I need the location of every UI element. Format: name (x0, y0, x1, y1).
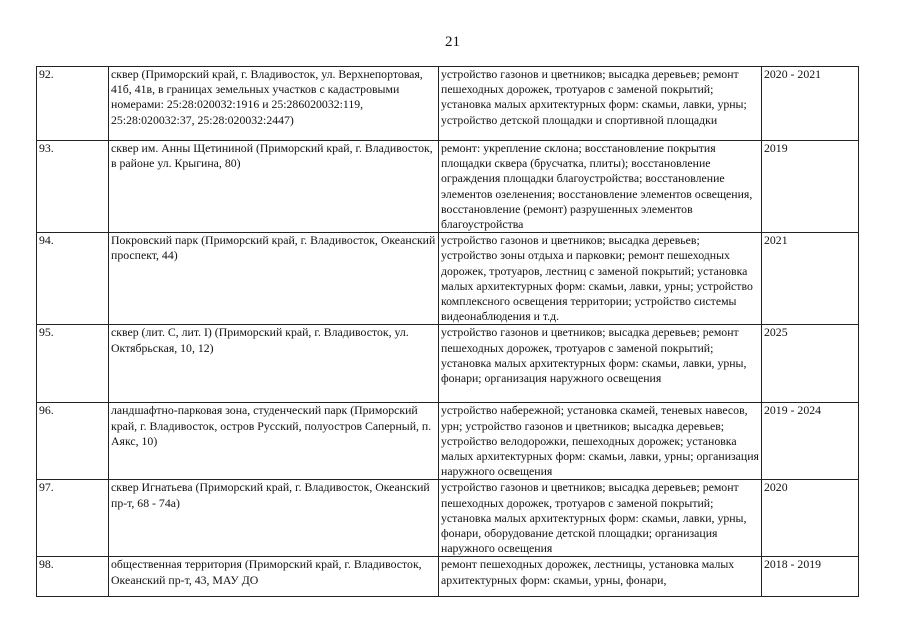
row-number: 93. (37, 141, 109, 233)
years: 2020 - 2021 (762, 67, 859, 141)
years: 2020 (762, 480, 859, 557)
years: 2019 - 2024 (762, 403, 859, 480)
territory-name: сквер Игнатьева (Приморский край, г. Владивосток, Океанский пр-т, 68 - 74а) (109, 480, 439, 557)
years: 2018 - 2019 (762, 557, 859, 597)
row-number: 98. (37, 557, 109, 597)
works-description: устройство набережной; установка скамей, теневых навесов, урн; устройство газонов и цветников; высадка деревьев; устройство велодорожки, пешеходных дорожек; установка малых архитектурных форм: скамьи, лавки, урны; организация наружного освещения (439, 403, 762, 480)
works-description: устройство газонов и цветников; высадка деревьев; устройство зоны отдыха и парковки; ремонт пешеходных дорожек, тротуаров, лестниц с заменой покрытий; установка малых архитектурных форм: скамьи, лавки, урны; устройство комплексного освещения территории; устройство системы видеонаблюдения и т.д. (439, 233, 762, 325)
table-row (37, 141, 859, 233)
works-description: устройство газонов и цветников; высадка деревьев; ремонт пешеходных дорожек, тротуаров с заменой покрытий; установка малых архитектурных форм: скамьи, лавки, урны, фонари; организация наружного освещения (439, 325, 762, 403)
table-row (37, 403, 859, 480)
row-number: 95. (37, 325, 109, 403)
page-number: 21 (445, 34, 460, 50)
territory-name: общественная территория (Приморский край, г. Владивосток, Океанский пр-т, 43, МАУ ДО (109, 557, 439, 597)
territory-name: сквер им. Анны Щетининой (Приморский край, г. Владивосток, в районе ул. Крыгина, 80) (109, 141, 439, 233)
row-number: 96. (37, 403, 109, 480)
works-description: ремонт: укрепление склона; восстановление покрытия площадки сквера (брусчатка, плиты); восстановление ограждения площадки благоустройства; восстановление элементов озеленения; восстановление элементов освещения, восстановление (ремонт) разрушенных элементов благоустройства (439, 141, 762, 233)
row-number: 92. (37, 67, 109, 141)
years: 2021 (762, 233, 859, 325)
table-row (37, 233, 859, 325)
public-spaces-table (36, 66, 859, 597)
territory-name: сквер (Приморский край, г. Владивосток, ул. Верхнепортовая, 41б, 41в, в границах земельных участков с кадастровыми номерами: 25:28:020032:1916 и 25:286020032:119, 25:28:020032:37, 25:28:020032:2447) (109, 67, 439, 141)
table-row (37, 67, 859, 141)
works-description: ремонт пешеходных дорожек, лестницы, установка малых архитектурных форм: скамьи, урны, фонари, (439, 557, 762, 597)
territory-name: Покровский парк (Приморский край, г. Владивосток, Океанский проспект, 44) (109, 233, 439, 325)
table-row (37, 480, 859, 557)
years: 2019 (762, 141, 859, 233)
row-number: 94. (37, 233, 109, 325)
table-row (37, 325, 859, 403)
table-row (37, 557, 859, 597)
years: 2025 (762, 325, 859, 403)
row-number: 97. (37, 480, 109, 557)
territory-name: сквер (лит. С, лит. I) (Приморский край, г. Владивосток, ул. Октябрьская, 10, 12) (109, 325, 439, 403)
works-description: устройство газонов и цветников; высадка деревьев; ремонт пешеходных дорожек, тротуаров с заменой покрытий; установка малых архитектурных форм: скамьи, лавки, урны, фонари, оборудование детской площадки; организация наружного освещения (439, 480, 762, 557)
works-description: устройство газонов и цветников; высадка деревьев; ремонт пешеходных дорожек, тротуаров с заменой покрытий; установка малых архитектурных форм: скамьи, лавки, урны; устройство детской площадки и спортивной площадки (439, 67, 762, 141)
territory-name: ландшафтно-парковая зона, студенческий парк (Приморский край, г. Владивосток, остров Русский, полуостров Саперный, п. Аякс, 10) (109, 403, 439, 480)
